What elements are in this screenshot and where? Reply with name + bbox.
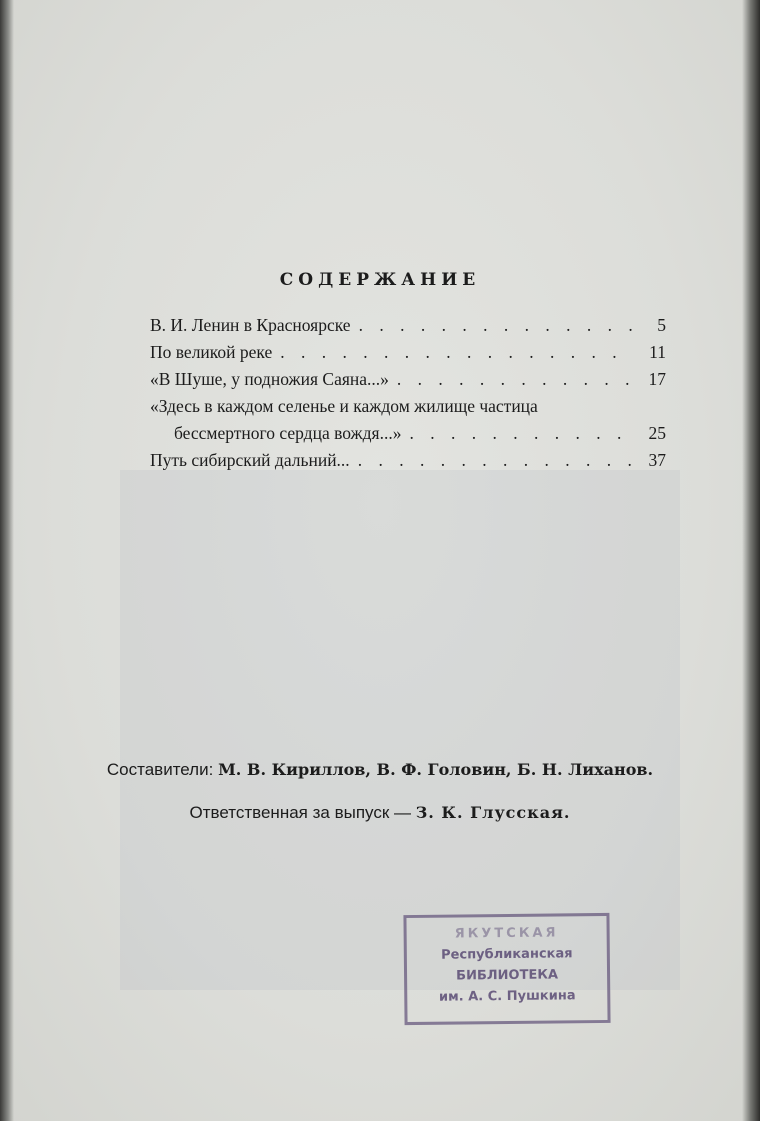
stamp-line-2: Республиканская: [441, 946, 573, 963]
leader-dots: [397, 366, 634, 393]
leader-dots: [358, 447, 634, 474]
toc-entry: [150, 366, 666, 393]
leader-dots: [359, 312, 634, 339]
responsible-name: З. К. Глусская.: [415, 803, 571, 822]
toc-entry-title: «Здесь в каждом селенье и каждом жилище частица: [150, 396, 538, 416]
leader-dots: [280, 339, 634, 366]
table-of-contents: [150, 312, 666, 474]
toc-entry-title: Путь сибирский дальний...: [150, 450, 350, 470]
composers-names: М. В. Кириллов, В. Ф. Головин, Б. Н. Лиханов.: [218, 760, 654, 779]
composers-label: Составители:: [106, 760, 214, 779]
show-through-shadow: [120, 470, 680, 990]
page-edge-left: [0, 0, 14, 1121]
toc-entry-title: «В Шуше, у подножия Саяна...»: [150, 369, 389, 389]
toc-entry-page: 17: [648, 369, 666, 389]
toc-entry-title: По великой реке: [150, 342, 273, 362]
toc-entry: [150, 339, 666, 366]
responsible-line: [0, 803, 760, 823]
stamp-line-4: им. А. С. Пушкина: [438, 988, 576, 1005]
page-edge-right: [742, 0, 760, 1121]
leader-dots: [409, 420, 634, 447]
stamp-line-1: ЯКУТСКАЯ: [454, 925, 559, 942]
responsible-label: Ответственная за выпуск —: [189, 803, 411, 822]
toc-entry: [150, 312, 666, 339]
toc-title: СОДЕРЖАНИЕ: [279, 270, 481, 290]
composers-line: [0, 760, 760, 780]
toc-entry-page: 37: [648, 450, 666, 470]
toc-entry-page: 5: [657, 315, 666, 335]
toc-entry-title-continued: бессмертного сердца вождя...»: [174, 423, 402, 443]
toc-entry-line1: [150, 393, 666, 420]
stamp-line-3: БИБЛИОТЕКА: [456, 967, 559, 984]
toc-entry-page: 25: [648, 423, 666, 443]
toc-entry: [150, 447, 666, 474]
library-stamp: [403, 913, 610, 1025]
toc-entry-title: В. И. Ленин в Красноярске: [150, 315, 351, 335]
toc-entry-line2: [150, 420, 666, 447]
toc-entry-page: 11: [649, 342, 666, 362]
